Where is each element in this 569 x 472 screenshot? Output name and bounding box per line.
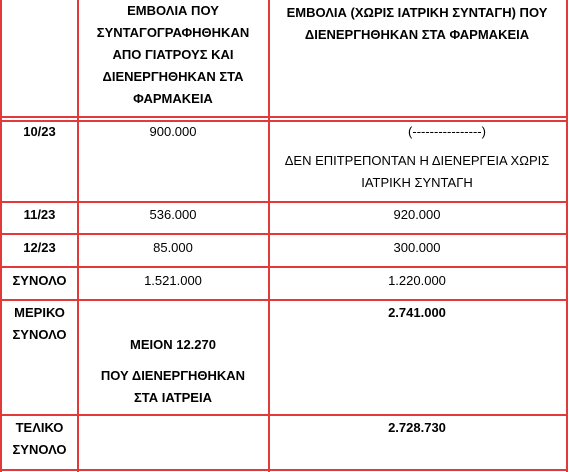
grid-line <box>0 201 568 203</box>
cell-value: 920.000 <box>393 207 441 222</box>
cell-minus-note: ΜΕΙΟΝ 12.270 <box>130 337 216 352</box>
cell-value: 1.220.000 <box>388 273 446 288</box>
grid-line <box>566 0 568 472</box>
cell-dash: (----------------) <box>408 124 486 139</box>
cell-value: 300.000 <box>393 240 441 255</box>
cell-value: 900.000 <box>149 124 197 139</box>
cell-value: 2.741.000 <box>388 305 446 320</box>
header-col2: ΕΜΒΟΛΙΑ (ΧΩΡΙΣ ΙΑΤΡΙΚΗ ΣΥΝΤΑΓΗ) ΠΟΥ ΔΙΕΝΕΡΓΗΘΗΚΑΝ ΣΤΑ ΦΑΡΜΑΚΕΙΑ <box>286 5 548 42</box>
row-label-final-total: ΤΕΛΙΚΟ ΣΥΝΟΛΟ <box>12 420 67 457</box>
grid-line <box>0 414 568 416</box>
cell-clinics-note: ΠΟΥ ΔΙΕΝΕΡΓΗΘΗΚΑΝ ΣΤΑ ΙΑΤΡΕΙΑ <box>100 368 246 405</box>
row-label-partial-total: ΜΕΡΙΚΟ ΣΥΝΟΛΟ <box>12 305 67 342</box>
grid-line <box>0 116 568 118</box>
grid-line <box>0 469 568 471</box>
cell-value: 536.000 <box>149 207 197 222</box>
row-label-total: ΣΥΝΟΛΟ <box>12 273 67 288</box>
cell-value: 2.728.730 <box>388 420 446 435</box>
grid-line <box>268 0 270 472</box>
grid-line <box>0 233 568 235</box>
row-label-12-23: 12/23 <box>23 240 56 255</box>
cell-note: ΔΕΝ ΕΠΙΤΡΕΠΟΝΤΑΝ Η ΔΙΕΝΕΡΓΕΙΑ ΧΩΡΙΣ ΙΑΤΡΙΚΗ ΣΥΝΤΑΓΗ <box>284 153 550 190</box>
row-label-11-23: 11/23 <box>23 207 56 222</box>
grid-line <box>0 299 568 301</box>
grid-line <box>0 0 2 472</box>
grid-line <box>77 0 79 472</box>
cell-value: 1.521.000 <box>144 273 202 288</box>
header-col1: ΕΜΒΟΛΙΑ ΠΟΥ ΣΥΝΤΑΓΟΓΡΑΦΗΘΗΚΑΝ ΑΠΟ ΓΙΑΤΡΟΥΣ ΚΑΙ ΔΙΕΝΕΡΓΗΘΗΚΑΝ ΣΤΑ ΦΑΡΜΑΚΕΙΑ <box>96 3 250 106</box>
grid-line <box>0 266 568 268</box>
row-label-10-23: 10/23 <box>23 124 56 139</box>
cell-value: 85.000 <box>153 240 193 255</box>
